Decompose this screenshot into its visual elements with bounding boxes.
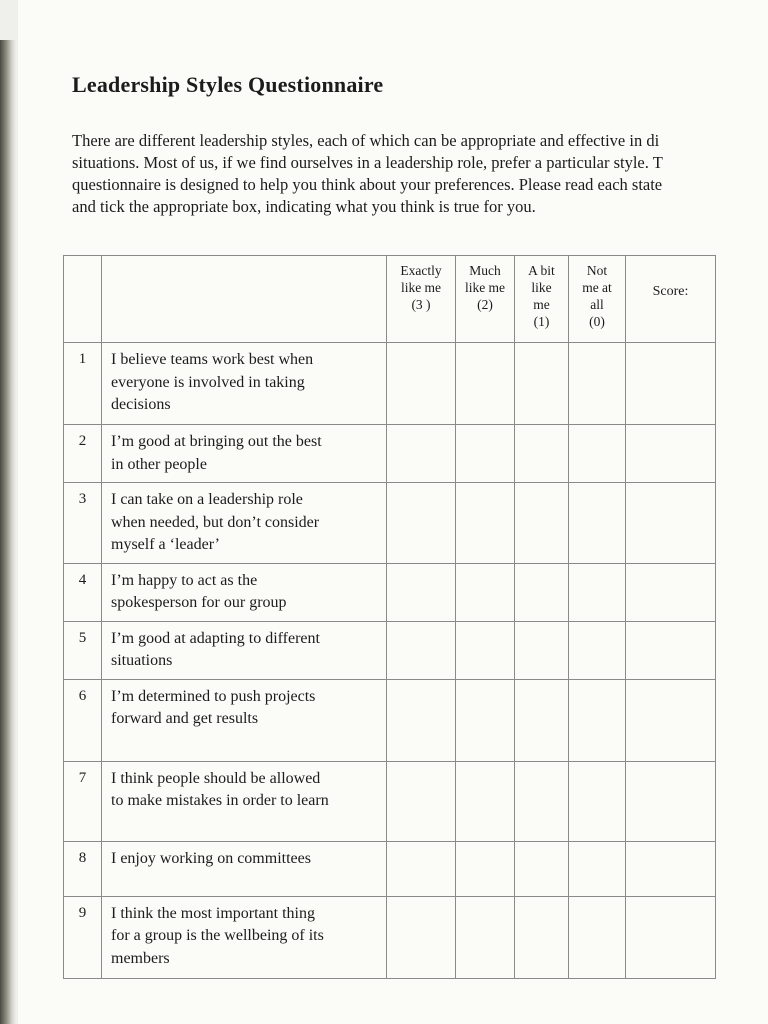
row-number: 6 [64,679,102,761]
tick-box-exactly[interactable] [387,425,456,483]
row-number: 8 [64,841,102,896]
header-line: Not [586,263,608,278]
statement-line: I believe teams work best when [111,351,314,368]
tick-box-not[interactable] [569,896,626,978]
column-header-exactly-like-me [387,256,456,343]
statement-line: myself a ‘leader’ [111,536,220,553]
score-cell[interactable] [626,679,716,761]
statement-line: decisions [111,396,171,413]
statement-line: I’m good at bringing out the best [111,433,322,450]
header-line: Exactly [400,263,442,278]
statement-line: situations [111,652,173,669]
column-header-score: Score: [626,256,716,343]
intro-line: situations. Most of us, if we find ourselves in a leadership role, prefer a particular style. T [72,153,663,172]
tick-box-exactly[interactable] [387,343,456,425]
statement-line: I think the most important thing [111,904,315,922]
tick-box-much[interactable] [456,563,515,621]
tick-box-not[interactable] [569,563,626,621]
statement-line: I think people should be allowed [111,769,321,787]
tick-box-not[interactable] [569,621,626,679]
header-line: me at [582,280,612,295]
statement-line: members [111,949,170,967]
row-number: 1 [64,343,102,425]
tick-box-much[interactable] [456,679,515,761]
table-row [64,483,716,564]
statement-line: I enjoy working on committees [111,849,311,867]
tick-box-not[interactable] [569,343,626,425]
tick-box-much[interactable] [456,896,515,978]
tick-box-not[interactable] [569,425,626,483]
table-row [64,679,716,761]
header-line: Much [469,263,501,278]
header-line: (2) [477,297,493,312]
tick-box-a-bit[interactable] [515,483,569,564]
statement-text [102,761,387,841]
column-header-not-me-at-all [569,256,626,343]
tick-box-exactly[interactable] [387,621,456,679]
statement-text [102,563,387,621]
tick-box-exactly[interactable] [387,679,456,761]
tick-box-not[interactable] [569,483,626,564]
tick-box-exactly[interactable] [387,841,456,896]
statement-text [102,896,387,978]
row-number: 2 [64,425,102,483]
header-line: all [590,297,604,312]
statement-text [102,343,387,425]
statement-text [102,425,387,483]
header-line: like me [464,280,506,295]
tick-box-much[interactable] [456,841,515,896]
statement-text [102,483,387,564]
tick-box-much[interactable] [456,621,515,679]
questionnaire-table [63,255,716,979]
header-line: like [531,280,552,295]
tick-box-much[interactable] [456,343,515,425]
table-row [64,621,716,679]
score-cell[interactable] [626,841,716,896]
column-header-a-bit-like-me [515,256,569,343]
tick-box-exactly[interactable] [387,896,456,978]
scan-edge-shadow [0,40,16,1024]
score-cell[interactable] [626,896,716,978]
header-blank-statement [102,256,387,343]
statement-line: to make mistakes in order to learn [111,792,329,809]
intro-line: There are different leadership styles, each of which can be appropriate and effective in di [72,131,660,150]
tick-box-a-bit[interactable] [515,896,569,978]
statement-text [102,841,387,896]
statement-text [102,621,387,679]
header-line: me [533,297,550,312]
statement-line: everyone is involved in taking [111,373,305,391]
header-line: like me [400,280,442,295]
score-cell[interactable] [626,425,716,483]
page-title: Leadership Styles Questionnaire [72,72,384,97]
tick-box-exactly[interactable] [387,563,456,621]
tick-box-exactly[interactable] [387,483,456,564]
statement-line: in other people [111,455,207,473]
intro-line: and tick the appropriate box, indicating what you think is true for you. [72,197,536,216]
tick-box-a-bit[interactable] [515,679,569,761]
tick-box-a-bit[interactable] [515,761,569,841]
tick-box-a-bit[interactable] [515,563,569,621]
header-line: (3 ) [411,297,431,312]
column-header-much-like-me [456,256,515,343]
score-cell[interactable] [626,343,716,425]
score-cell[interactable] [626,483,716,564]
intro-paragraph [72,130,768,218]
tick-box-a-bit[interactable] [515,343,569,425]
table-row [64,563,716,621]
tick-box-not[interactable] [569,679,626,761]
table-row [64,425,716,483]
table-row [64,841,716,896]
row-number: 7 [64,761,102,841]
row-number: 3 [64,483,102,564]
table-row [64,896,716,978]
header-row [64,256,716,343]
statement-line: I’m happy to act as the [111,571,258,589]
statement-line: spokesperson for our group [111,594,287,611]
tick-box-a-bit[interactable] [515,841,569,896]
header-line: (0) [589,314,605,329]
statement-line: when needed, but don’t consider [111,513,320,531]
score-cell[interactable] [626,761,716,841]
tick-box-exactly[interactable] [387,761,456,841]
statement-line: I’m determined to push projects [111,687,316,705]
table-row [64,761,716,841]
row-number: 4 [64,563,102,621]
statement-line: I can take on a leadership role [111,491,303,508]
tick-box-much[interactable] [456,425,515,483]
header-blank-number [64,256,102,343]
tick-box-much[interactable] [456,483,515,564]
tick-box-a-bit[interactable] [515,621,569,679]
row-number: 5 [64,621,102,679]
header-line: A bit [528,263,555,278]
tick-box-a-bit[interactable] [515,425,569,483]
tick-box-not[interactable] [569,761,626,841]
table-row [64,343,716,425]
statement-line: for a group is the wellbeing of its [111,927,324,944]
score-cell[interactable] [626,621,716,679]
statement-line: forward and get results [111,710,259,727]
tick-box-much[interactable] [456,761,515,841]
header-line: (1) [533,314,550,329]
score-cell[interactable] [626,563,716,621]
statement-text [102,679,387,761]
intro-line: questionnaire is designed to help you think about your preferences. Please read each state [72,175,663,194]
row-number: 9 [64,896,102,978]
statement-line: I’m good at adapting to different [111,629,320,647]
tick-box-not[interactable] [569,841,626,896]
